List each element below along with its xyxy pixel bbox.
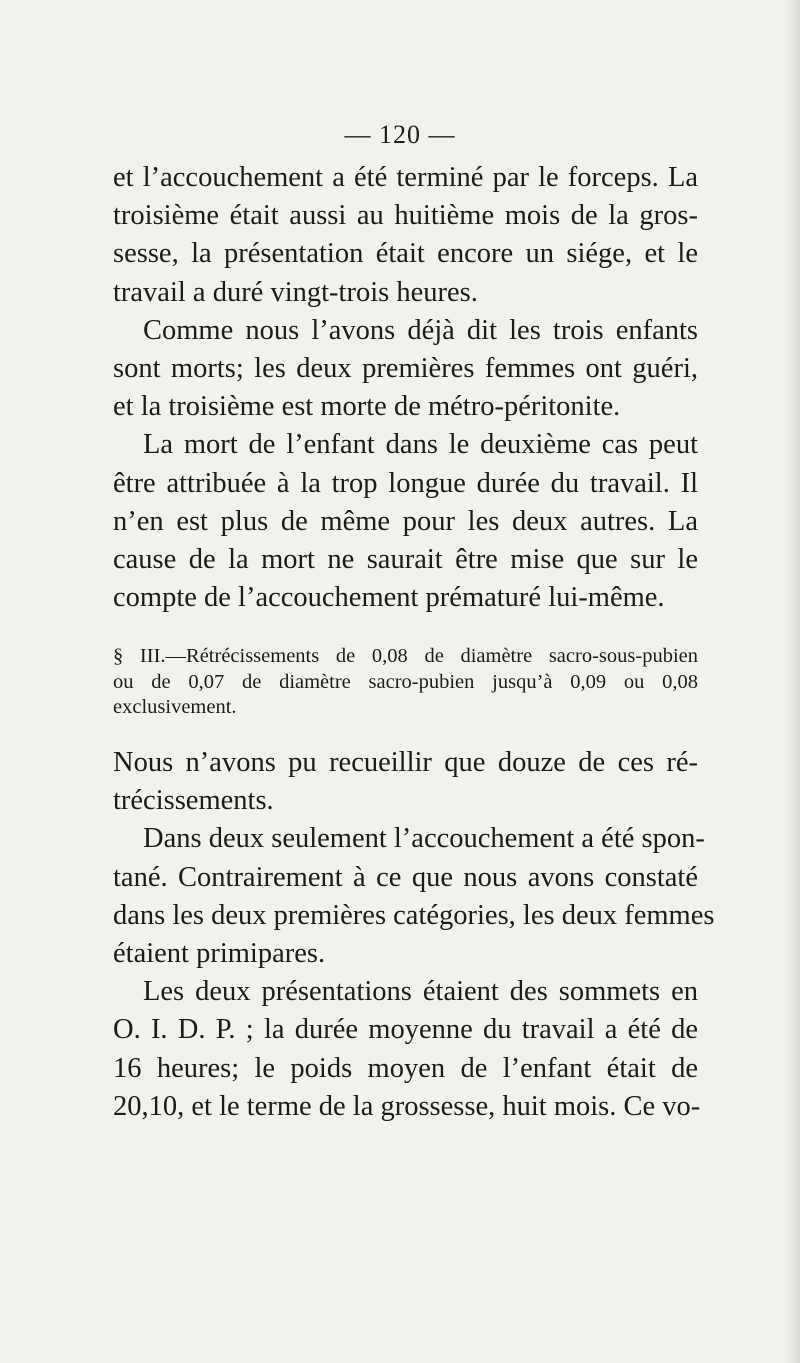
text-line: travail a duré vingt-trois heures. [113,276,478,308]
heading-line: § III.—Rétrécissements de 0,08 de diamètre sacro-sous-pubien [113,645,698,667]
text-block-upper [113,159,698,617]
text-line: troisième était aussi au huitième mois de la gros- [113,200,698,232]
text-line: et la troisième est morte de métro-péritonite. [113,391,621,423]
paragraph-outcomes [113,312,698,427]
section-heading [113,644,698,721]
text-line: être attribuée à la trop longue durée du travail. Il [113,467,698,499]
text-line: 20,10, et le terme de la grossesse, huit mois. Ce vo- [113,1090,701,1122]
text-line: sesse, la présentation était encore un siége, et le [113,238,698,270]
text-line: cause de la mort ne saurait être mise que sur le [113,544,698,576]
paragraph-presentations [113,973,701,1126]
text-line: tané. Contrairement à ce que nous avons constaté [113,861,698,893]
text-line: Comme nous l’avons déjà dit les trois enfants [143,314,698,346]
text-line: O. I. D. P. ; la durée moyenne du travail a été de [113,1014,698,1046]
paragraph-cause-of-death [113,426,698,617]
text-line: Dans deux seulement l’accouchement a été spon- [143,823,705,855]
heading-line: ou de 0,07 de diamètre sacro-pubien jusqu’à 0,09 ou 0,08 [113,670,698,693]
text-line: étaient primipares. [113,938,326,970]
page-edge-shadow [786,0,800,1363]
text-line: Nous n’avons pu recueillir que douze de ces ré- [113,747,698,778]
text-line: sont morts; les deux premières femmes ont guéri, [113,353,698,385]
text-block-lower [113,744,715,1126]
text-line: trécissements. [113,785,274,817]
text-line: 16 heures; le poids moyen de l’enfant était de [113,1052,698,1084]
text-line: La mort de l’enfant dans le deuxième cas peut [143,429,698,461]
heading-line: exclusivement. [113,696,237,718]
text-line: n’en est plus de même pour les deux autres. La [113,505,698,537]
paragraph-twelve-cases [113,744,698,820]
text-line: dans les deux premières catégories, les deux femmes [113,899,715,931]
page-number: — 120 — [344,120,456,149]
paragraph-spontaneous [113,820,715,973]
paragraph-forceps [113,159,698,312]
text-line: et l’accouchement a été terminé par le forceps. La [113,162,698,193]
text-line: compte de l’accouchement prématuré lui-même. [113,582,665,614]
text-line: Les deux présentations étaient des sommets en [143,976,698,1008]
